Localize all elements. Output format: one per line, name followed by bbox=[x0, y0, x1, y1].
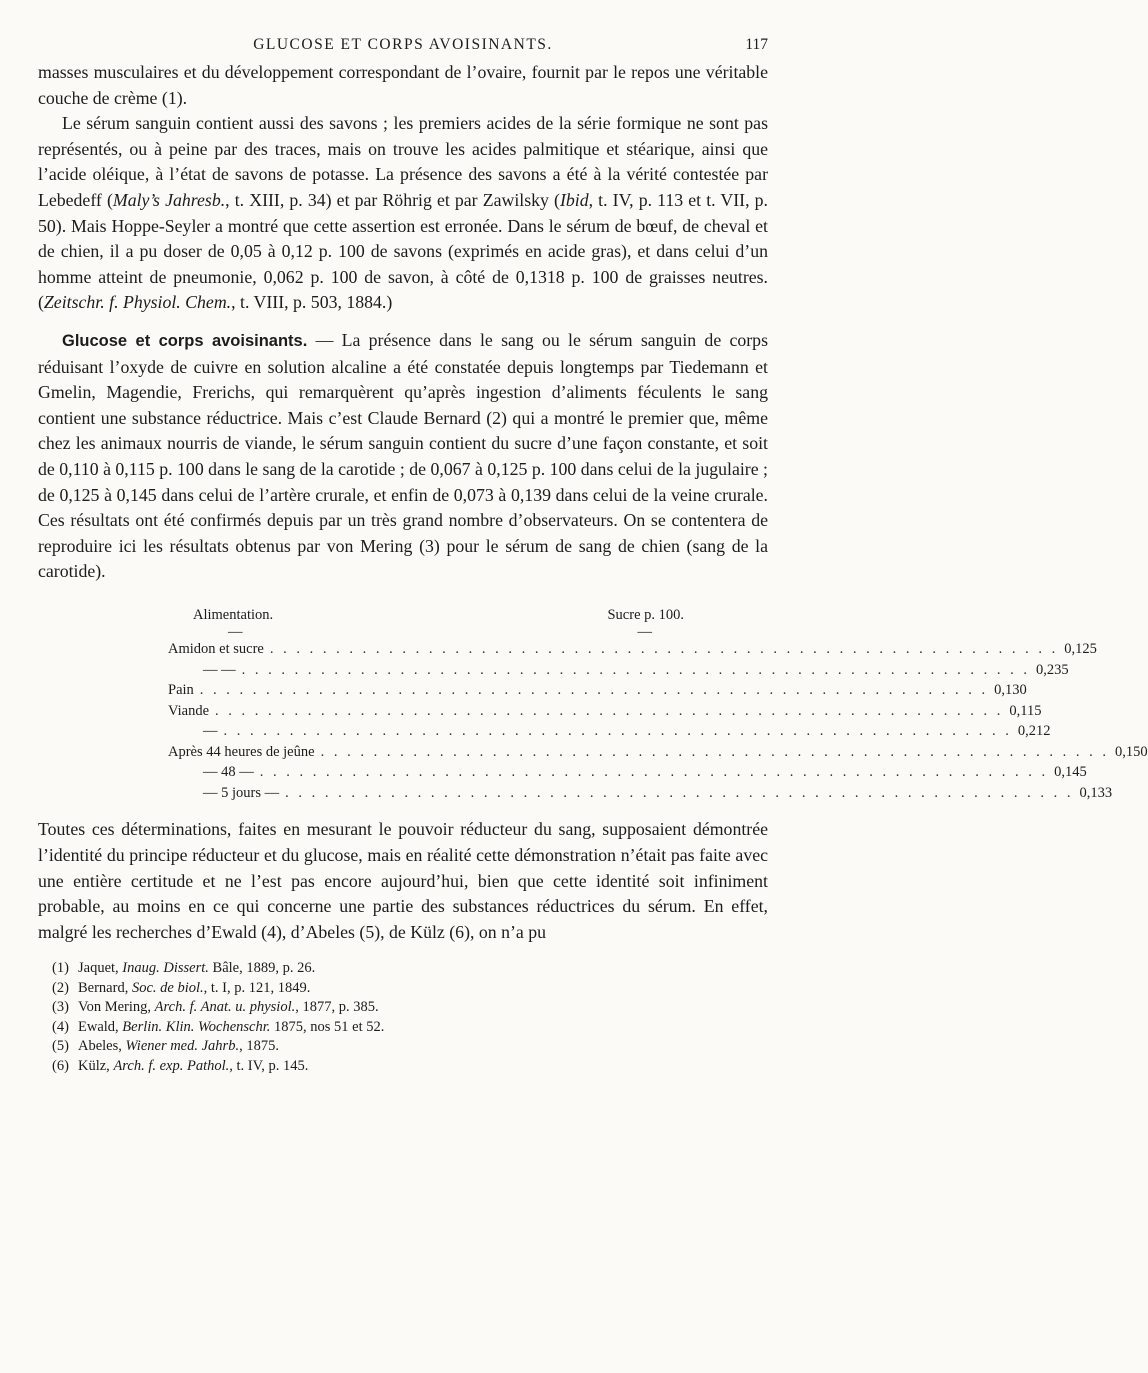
footnote-number: (3) bbox=[52, 999, 69, 1016]
row-value: 0,130 bbox=[994, 682, 1027, 699]
footnote-rest: Bâle, 1889, p. 26. bbox=[208, 960, 316, 977]
leader-dots: . . . . . . . . . . . . . . . . . . . . . . . . . . . . . . . . . . . . . . . . . . . . . . . . . . . . . . . . . . . . bbox=[223, 723, 1012, 740]
row-value: 0,125 bbox=[1064, 641, 1097, 658]
footnote-rest: , t. I, p. 121, 1849. bbox=[203, 979, 311, 996]
footnote-number: (5) bbox=[52, 1038, 69, 1055]
footnote bbox=[52, 998, 768, 1018]
footnote bbox=[52, 979, 768, 999]
leader-dots: . . . . . . . . . . . . . . . . . . . . . . . . . . . . . . . . . . . . . . . . . . . . . . . . . . . . . . . . . . . . bbox=[320, 743, 1109, 760]
table-header-rule: — — bbox=[228, 624, 652, 641]
footnote-rest: 1875, nos 51 et 52. bbox=[270, 1018, 385, 1035]
page-number: 117 bbox=[745, 36, 768, 53]
row-value: 0,235 bbox=[1036, 661, 1069, 678]
table-header bbox=[168, 605, 688, 626]
footnote-rest: , 1875. bbox=[239, 1038, 279, 1055]
table-row bbox=[168, 701, 1042, 722]
table-row bbox=[168, 660, 1069, 681]
footnote bbox=[52, 1018, 768, 1038]
col-sucre: Sucre p. 100. bbox=[607, 606, 684, 623]
footnote-source: Berlin. Klin. Wochenschr. bbox=[122, 1018, 271, 1035]
footnote-author: Ewald, bbox=[78, 1018, 123, 1035]
footnote bbox=[52, 1057, 768, 1077]
col-alimentation: Alimentation. bbox=[193, 606, 274, 623]
row-label: Amidon et sucre bbox=[168, 641, 264, 658]
row-label: — bbox=[203, 723, 218, 740]
row-label: — 48 — bbox=[203, 764, 254, 781]
table-row bbox=[168, 721, 1051, 742]
footnote-rest: , t. IV, p. 145. bbox=[229, 1057, 309, 1074]
table-row bbox=[168, 762, 1087, 783]
section-title: Glucose et corps avoisinants. bbox=[62, 331, 308, 350]
footnote bbox=[52, 1037, 768, 1057]
row-value: 0,212 bbox=[1017, 723, 1051, 740]
paragraph-1: masses musculaires et du développement correspondant de l’ovaire, fournit par le repos une véritable couche de crème (1). bbox=[38, 62, 768, 108]
leader-dots: . . . . . . . . . . . . . . . . . . . . . . . . . . . . . . . . . . . . . . . . . . . . . . . . . . . . . . . . . . . . bbox=[269, 641, 1059, 658]
row-label: Viande bbox=[168, 702, 210, 719]
paragraph-2: Le sérum sanguin contient aussi des savons ; les premiers acides de la série formique ne sont pas représentés, ou à peine par des traces, mais on trouve les acides palmitique et stéarique, ainsi que l’acide oléique, à l’état de savons de potasse. La présence des savons a été à la vérité contestée par Lebedeff (Maly’s Jahresb., t. XIII, p. 34) et par Röhrig et par Zawilsky (Ibid, t. IV, p. 113 et t. VII, p. 50). Mais Hoppe-Seyler a montré que cette assertion est erronée. Dans le sérum de bœuf, de cheval et de chien, il a pu doser de 0,05 à 0,12 p. 100 de savons (exprimés en acide gras), et dans celui d’un homme atteint de pneumonie, 0,062 p. 100 de savon, à côté de 0,1318 p. 100 de graisses neutres. (Zeitschr. f. Physiol. Chem., t. VIII, p. 503, 1884.) bbox=[38, 113, 768, 313]
footnote-author: Bernard, bbox=[78, 979, 132, 996]
footnote-source: Arch. f. Anat. u. physiol. bbox=[154, 999, 296, 1016]
row-value: 0,133 bbox=[1079, 784, 1113, 801]
footnotes bbox=[38, 959, 768, 1076]
running-title: GLUCOSE ET CORPS AVOISINANTS. bbox=[253, 36, 553, 53]
footnote-author: Külz, bbox=[78, 1057, 114, 1074]
row-value: 0,115 bbox=[1009, 702, 1042, 719]
page bbox=[38, 30, 1148, 1076]
row-value: 0,145 bbox=[1054, 764, 1087, 781]
footnote-source: Arch. f. exp. Pathol. bbox=[113, 1057, 230, 1074]
footnote-source: Soc. de biol. bbox=[131, 979, 204, 996]
table-row bbox=[168, 742, 1148, 763]
table-row bbox=[168, 680, 1027, 701]
footnote-number: (6) bbox=[52, 1057, 69, 1074]
paragraph-3: Glucose et corps avoisinants. — La présence dans le sang ou le sérum sanguin de corps réduisant l’oxyde de cuivre en solution alcaline a été constatée depuis longtemps par Tiedemann et Gmelin, Magendie, Frerichs, qui remarquèrent qu’après ingestion d’aliments féculents le sang contient une substance réductrice. Mais c’est Claude Bernard (2) qui a montré le premier que, même chez les animaux nourris de viande, le sérum sanguin contient du sucre d’une façon constante, et soit de 0,110 à 0,115 p. 100 dans le sang de la carotide ; de 0,067 à 0,125 p. 100 dans celui de la jugulaire ; de 0,125 à 0,145 dans celui de l’artère crurale, et enfin de 0,073 à 0,139 dans celui de la veine crurale. Ces résultats ont été confirmés depuis par un très grand nombre d’observateurs. On se contentera de reproduire ici les résultats obtenus par von Mering (3) pour le sérum de sang de chien (sang de la carotide). bbox=[38, 329, 768, 582]
footnote-number: (1) bbox=[52, 960, 69, 977]
footnote-author: Jaquet, bbox=[78, 960, 123, 977]
footnote-number: (2) bbox=[52, 979, 69, 996]
footnote-rest: , 1877, p. 385. bbox=[295, 999, 379, 1016]
body-text bbox=[38, 60, 1148, 945]
footnote bbox=[52, 959, 768, 979]
row-label: Pain bbox=[168, 682, 194, 699]
row-label: — — bbox=[203, 661, 236, 678]
footnote-number: (4) bbox=[52, 1018, 69, 1035]
table-row bbox=[168, 783, 1113, 804]
footnote-source: Wiener med. Jahrb. bbox=[125, 1038, 240, 1055]
paragraph-4: Toutes ces déterminations, faites en mesurant le pouvoir réducteur du sang, supposaient démontrée l’identité du principe réducteur et du glucose, mais en réalité cette démonstration n’était pas faite avec une entière certitude et ne l’est pas encore aujourd’hui, bien que cette identité soit infiniment probable, au moins en ce qui concerne une partie des substances réductrices du sérum. En effet, malgré les recherches d’Ewald (4), d’Abeles (5), de Külz (6), on n’a pu bbox=[38, 819, 768, 942]
row-label: — 5 jours — bbox=[203, 784, 280, 801]
leader-dots: . . . . . . . . . . . . . . . . . . . . . . . . . . . . . . . . . . . . . . . . . . . . . . . . . . . . . . . . . . . . bbox=[215, 702, 1004, 719]
leader-dots: . . . . . . . . . . . . . . . . . . . . . . . . . . . . . . . . . . . . . . . . . . . . . . . . . . . . . . . . . . . . bbox=[199, 682, 989, 699]
leader-dots: . . . . . . . . . . . . . . . . . . . . . . . . . . . . . . . . . . . . . . . . . . . . . . . . . . . . . . . . . . . . bbox=[285, 784, 1074, 801]
footnote-author: Von Mering, bbox=[78, 999, 155, 1016]
table-rows bbox=[168, 639, 1148, 803]
sugar-table bbox=[168, 605, 1148, 804]
running-head bbox=[38, 30, 768, 60]
leader-dots: . . . . . . . . . . . . . . . . . . . . . . . . . . . . . . . . . . . . . . . . . . . . . . . . . . . . . . . . . . . . bbox=[241, 661, 1030, 678]
row-label: Après 44 heures de jeûne bbox=[168, 743, 315, 760]
footnote-source: Inaug. Dissert. bbox=[122, 960, 209, 977]
footnote-author: Abeles, bbox=[78, 1038, 126, 1055]
leader-dots: . . . . . . . . . . . . . . . . . . . . . . . . . . . . . . . . . . . . . . . . . . . . . . . . . . . . . . . . . . . . bbox=[259, 764, 1049, 781]
table-row bbox=[168, 639, 1097, 660]
row-value: 0,150 bbox=[1114, 743, 1148, 760]
